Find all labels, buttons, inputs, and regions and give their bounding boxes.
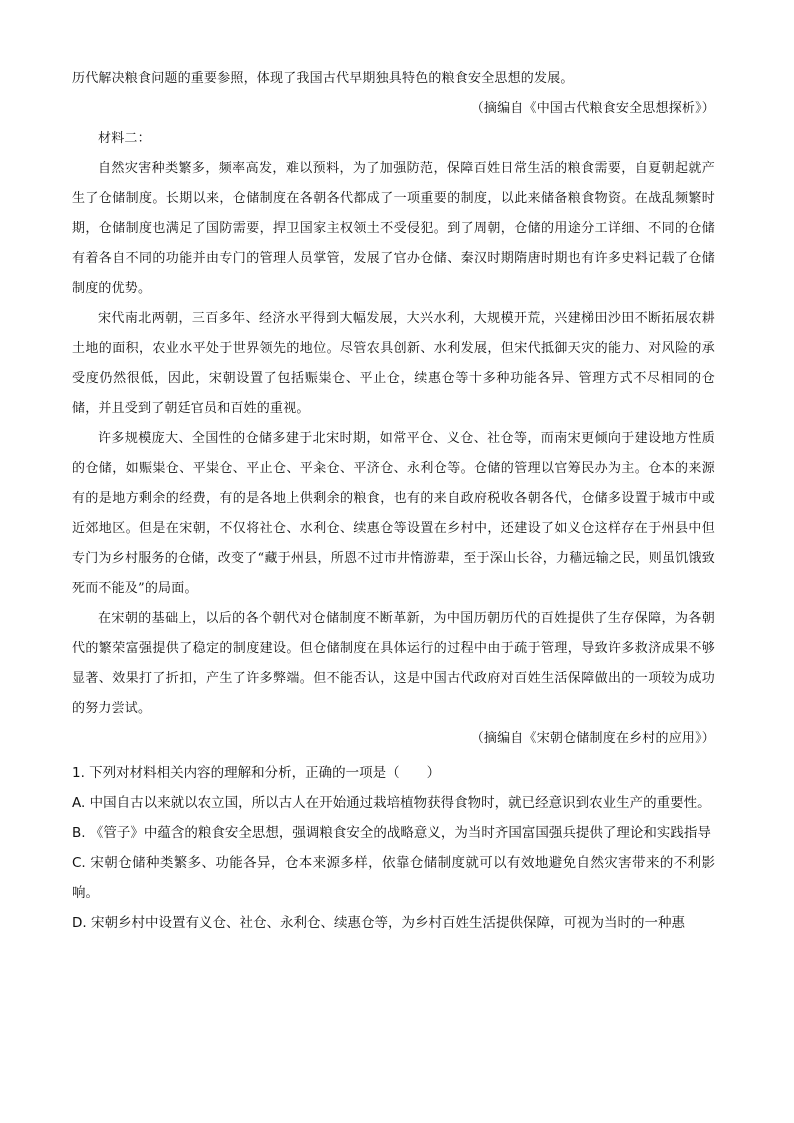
material2-paragraph-3: 许多规模庞大、全国性的仓储多建于北宋时期，如常平仓、义仓、社仓等，而南宋更倾向于建设地方性质的仓储，如赈粜仓、平粜仓、平止仓、平籴仓、平济仓、永利仓等。仓储的管理以官筹民办为主。仓本的来源有的是地方剩余的经费，有的是各地上供剩余的粮食，也有的来自政府税收各朝各代，仓储多设置于城市中或近郊地区。但是在宋朝，不仅将社仓、水利仓、续惠仓等设置在乡村中，还建设了如义仓这样存在于州县中但专门为乡村服务的仓储，改变了“藏于州县，所恩不过市井惰游辈，至于深山长谷，力穑远输之民，则虽饥饿致死而不能及”的局面。 — [72, 431, 715, 596]
material2-label: 材料二： — [98, 131, 151, 146]
option-c: C. 宋朝仓储种类繁多、功能各异，仓本来源多样，依靠仓储制度就可以有效地避免自然灾害带来的不利影响。 — [72, 855, 715, 901]
document-page — [72, 64, 715, 938]
option-d: D. 宋朝乡村中设置有义仓、社仓、永利仓、续惠仓等，为乡村百姓生活提供保障，可视为当时的一种惠 — [72, 915, 685, 931]
question-1 — [72, 758, 715, 938]
material2-citation: （摘编自《宋朝仓储制度在乡村的应用》） — [470, 731, 715, 746]
material2-paragraph-1: 自然灾害种类繁多，频率高发，难以预料，为了加强防范，保障百姓日常生活的粮食需要，自夏朝起就产生了仓储制度。长期以来，仓储制度在各朝各代都成了一项重要的制度，以此来储备粮食物资。在战乱频繁时期，仓储制度也满足了国防需要，捍卫国家主权领土不受侵犯。到了周朝，仓储的用途分工详细、不同的仓储有着各自不同的功能并由专门的管理人员掌管，发展了官办仓储、秦汉时期隋唐时期也有许多史料记载了仓储制度的优势。 — [72, 161, 715, 296]
option-a: A. 中国自古以来就以农立国，所以古人在开始通过栽培植物获得食物时，就已经意识到农业生产的重要性。 — [72, 795, 711, 811]
question-stem: 1. 下列对材料相关内容的理解和分析，正确的一项是（ ） — [72, 765, 441, 781]
material1-citation: （摘编自《中国古代粮食安全思想探析》） — [470, 101, 715, 116]
material1-paragraph-end: 历代解决粮食问题的重要参照，体现了我国古代早期独具特色的粮食安全思想的发展。 — [72, 71, 574, 86]
option-b: B. 《管子》中蕴含的粮食安全思想，强调粮食安全的战略意义，为当时齐国富国强兵提供了理论和实践指导 — [72, 825, 711, 841]
material2-paragraph-2: 宋代南北两朝，三百多年、经济水平得到大幅发展，大兴水利，大规模开荒，兴建梯田沙田不断拓展农耕土地的面积，农业水平处于世界领先的地位。尽管农具创新、水利发展，但宋代抵御天灾的能力、对风险的承受度仍然很低，因此，宋朝设置了包括赈粜仓、平止仓，续惠仓等十多种功能各异、管理方式不尽相同的仓储，并且受到了朝廷官员和百姓的重视。 — [72, 311, 715, 416]
material2-paragraph-4: 在宋朝的基础上，以后的各个朝代对仓储制度不断革新，为中国历朝历代的百姓提供了生存保障，为各朝代的繁荣富强提供了稳定的制度建设。但仓储制度在具体运行的过程中由于疏于管理，导致许多救济成果不够显著、效果打了折扣，产生了许多弊端。但不能否认，这是中国古代政府对百姓生活保障做出的一项较为成功的努力尝试。 — [72, 611, 715, 716]
